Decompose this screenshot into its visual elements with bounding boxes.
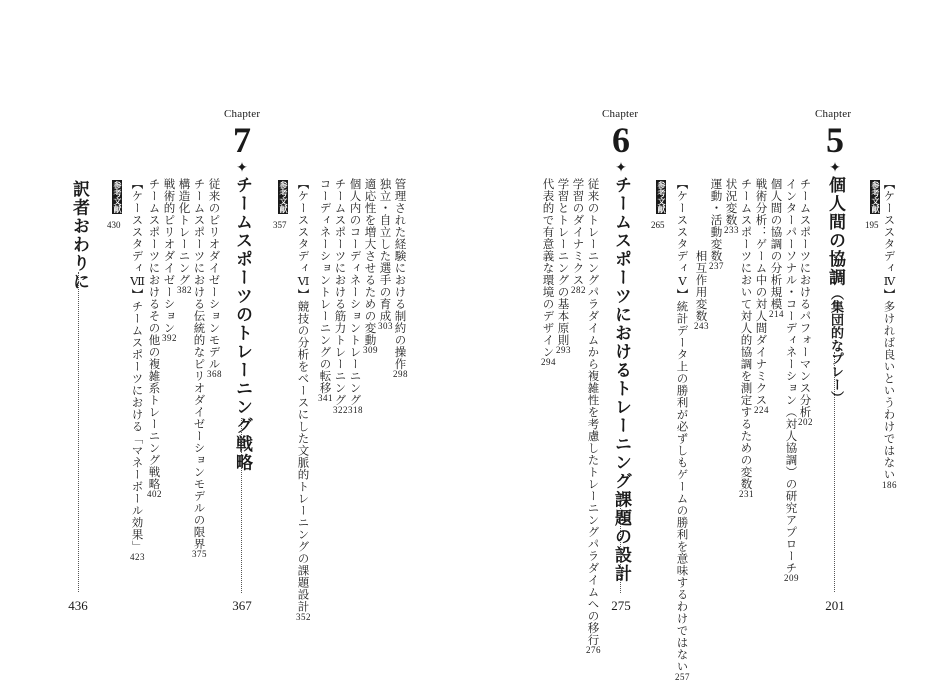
toc-entry[interactable]: インターパーソナル・コーディネーション（対人協調）の研究アプローチ209 — [784, 178, 799, 583]
toc-entry[interactable]: 管理された経験における制約の操作298 — [393, 178, 408, 379]
toc-entry[interactable]: チームスポーツにおいて対人的協調を測定するための変数231 — [739, 178, 754, 499]
chapter-page: 201 — [825, 598, 845, 613]
reference-page: 357 — [273, 220, 287, 230]
toc-entry[interactable]: 独立・自立した選手の育成303 — [378, 178, 393, 331]
chapter-title: 個人間の協調 — [825, 176, 845, 287]
leader-dots — [241, 418, 242, 593]
reference-badge: 参考文献 — [871, 181, 880, 213]
afterword-page: 436 — [68, 598, 88, 613]
toc-entry[interactable]: コーディネーショントレーニングの転移341 — [318, 178, 333, 403]
diamond-icon: ✦ — [234, 160, 250, 176]
chapter-title: チームスポーツのトレーニング戦略 — [232, 176, 252, 472]
leader-dots — [834, 352, 835, 592]
chapter-page: 367 — [232, 598, 252, 613]
toc-entry[interactable]: 相互作用変数243 — [694, 250, 709, 331]
toc-entry[interactable]: 適応性を増大させるための変動309 — [363, 178, 378, 355]
toc-entry[interactable]: チームスポーツにおけるパフォーマンス分析202 — [798, 178, 813, 427]
toc-entry[interactable]: 状況変数233 — [724, 178, 739, 235]
chapter-label: Chapter — [815, 108, 852, 120]
chapter-label: Chapter — [602, 108, 639, 120]
toc-entry[interactable]: チームスポーツにおける筋力トレーニング322 — [333, 178, 348, 415]
afterword-title[interactable]: 訳者おわりに — [69, 180, 89, 291]
chapter-number: 6 — [612, 120, 630, 160]
toc-entry[interactable]: 戦術分析：ゲーム中の対人間ダイナミクス224 — [754, 178, 769, 415]
toc-entry[interactable]: 代表的で有意義な環境のデザイン294 — [541, 178, 556, 367]
chapter-number: 5 — [826, 120, 844, 160]
chapter-label: Chapter — [224, 108, 261, 120]
toc-entry[interactable] — [882, 178, 897, 490]
reference-badge: 参考文献 — [657, 181, 666, 213]
reference-badge: 参考文献 — [113, 181, 122, 213]
chapter-subtitle: （集団的なプレー） — [828, 287, 843, 404]
toc-entry[interactable]: 運動・活動変数237 — [709, 178, 724, 271]
toc-entry[interactable]: チームスポーツにおける伝統的なピリオダイゼーションモデルの限界375 — [192, 178, 207, 559]
reference-page: 265 — [651, 220, 665, 230]
chapter-number: 7 — [233, 120, 251, 160]
toc-entry[interactable]: 従来のトレーニングパラダイムから複雑性を考慮したトレーニングパラダイムへの移行276 — [586, 178, 601, 655]
diamond-icon: ✦ — [827, 160, 843, 176]
toc-entry[interactable]: 【ケーススタディⅤ】統計データ上の勝利が必ずしもゲームの勝利を意味するわけではない257 — [675, 178, 690, 682]
toc-entry[interactable]: チームスポーツにおけるその他の複雑系トレーニング戦略402 — [147, 178, 162, 499]
entry-page: 186 — [882, 479, 897, 490]
toc-entry[interactable]: 個人内のコーディネーショントレーニング318 — [348, 178, 363, 415]
entry-text: 【ケーススタディⅣ】多ければ良いというわけではない — [882, 178, 897, 481]
chapter-title: チームスポーツにおけるトレーニング課題の設計 — [611, 176, 631, 583]
toc-entry[interactable]: 【ケーススタディⅥ】競技の分析をベースにした文脈的トレーニングの課題設計352 — [296, 178, 311, 622]
leader-dots — [78, 272, 79, 592]
toc-entry[interactable]: 学習のダイナミクス282 — [571, 178, 586, 295]
chapter-page: 275 — [611, 598, 631, 613]
toc-entry[interactable]: 個人間の協調の分析規模214 — [769, 178, 784, 319]
toc-entry[interactable]: 従来のピリオダイゼーションモデル368 — [207, 178, 222, 379]
reference-page: 430 — [107, 220, 121, 230]
reference-page: 195 — [865, 220, 879, 230]
reference-badge: 参考文献 — [279, 181, 288, 213]
toc-entry[interactable]: 学習とトレーニングの基本原則293 — [556, 178, 571, 355]
toc-entry[interactable]: 構造化トレーニング382 — [177, 178, 192, 295]
diamond-icon: ✦ — [613, 160, 629, 176]
toc-entry[interactable]: 【ケーススタディⅦ】チームスポーツにおける「マネーボール効果」423 — [130, 178, 145, 562]
leader-dots — [620, 505, 621, 593]
toc-entry[interactable]: 戦術的ピリオダイゼーション392 — [162, 178, 177, 343]
